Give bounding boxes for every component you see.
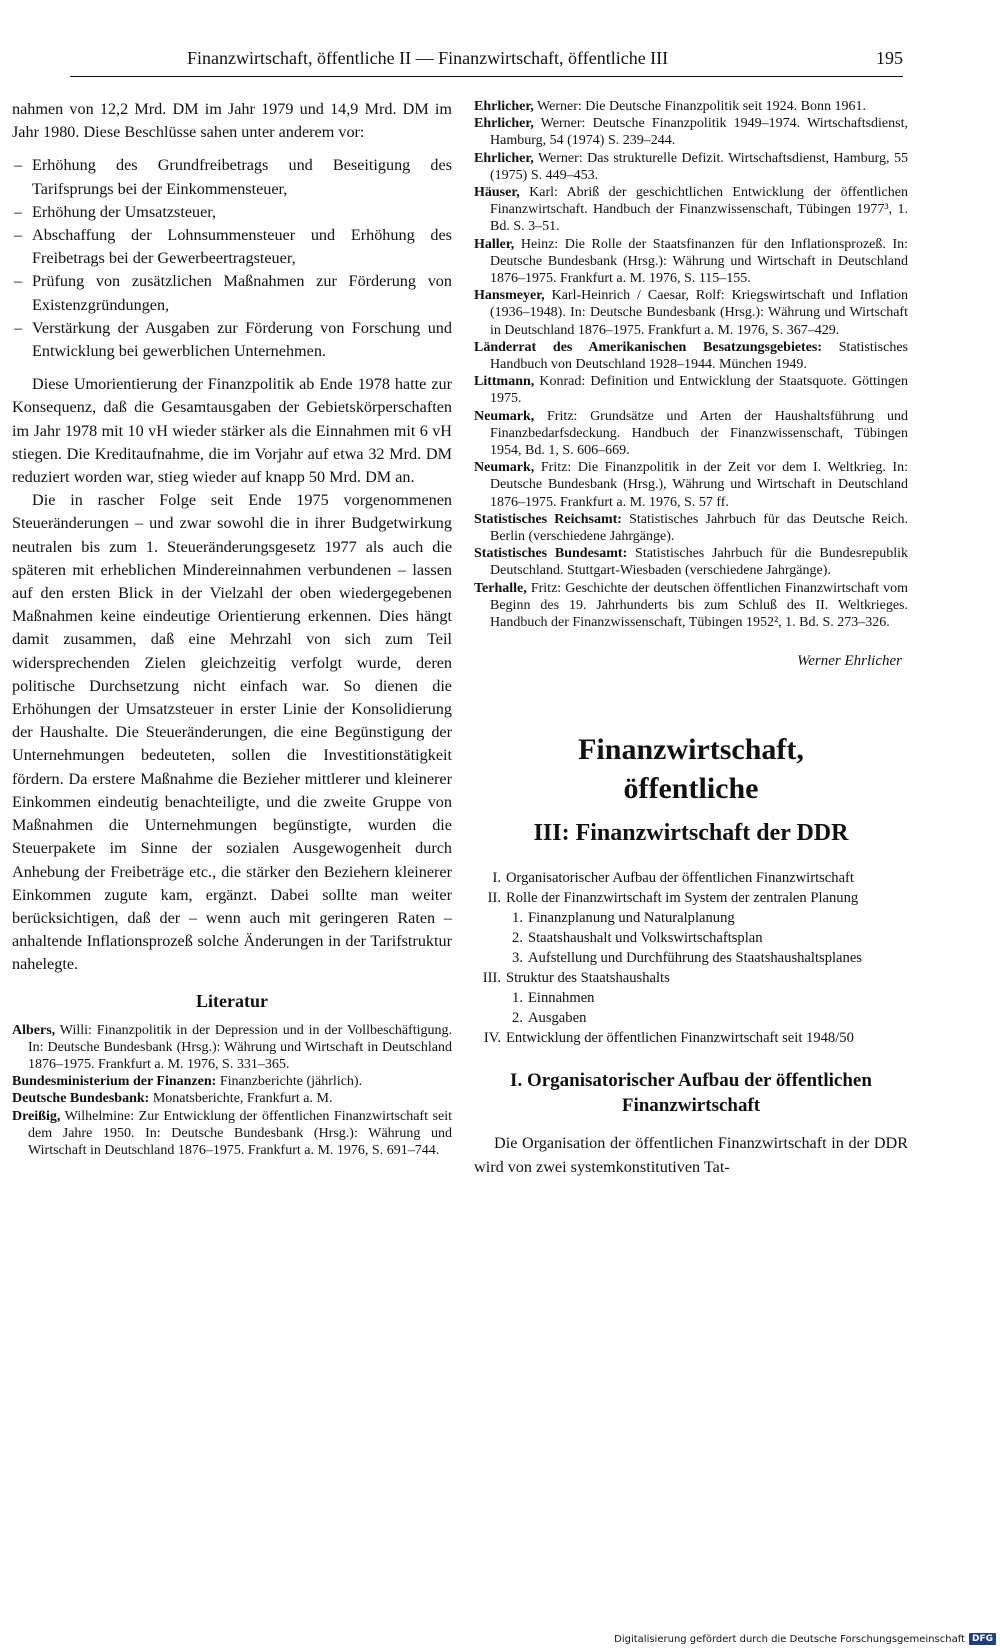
toc-label: Struktur des Staatshaushalts: [506, 970, 670, 987]
measures-list: [12, 154, 452, 363]
article-title-line: Finanzwirtschaft,: [578, 733, 804, 767]
reference-item: [474, 287, 908, 339]
reference-text: Willi: Finanzpolitik in der Depression und in der Vollbeschäftigung. In: Deutsche Bundesbank (Hrsg.): Währung und Wirtschaft in Deutschland 1876–1975. Frankfurt a. M. 1976, S. 331–365.: [28, 1022, 452, 1072]
reference-author: Ehrlicher,: [474, 99, 534, 114]
left-column: [12, 98, 452, 1159]
running-title: Finanzwirtschaft, öffentliche II — Finanzwirtschaft, öffentliche III: [187, 48, 669, 68]
reference-text: Finanzberichte (jährlich).: [216, 1074, 363, 1090]
toc-label: Aufstellung und Durchführung des Staatshaushaltsplanes: [528, 950, 862, 967]
list-item: – Abschaffung der Lohnsummensteuer und Erhöhung des Freibetrags bei der Gewerbeertragsteuer,: [12, 224, 452, 270]
toc-number: II.: [487, 890, 501, 907]
digitization-footer: [614, 1630, 1000, 1650]
reference-author: Hansmeyer,: [474, 288, 545, 304]
body-paragraph: Diese Umorientierung der Finanzpolitik ab Ende 1978 hatte zur Konsequenz, daß die Gesamtausgaben der Gebietskörperschaften im Jahr 1978 mit 10 vH wieder stärker als die Einnahmen mit 6 vH stiegen. Die Kreditaufnahme, die im Vorjahr auf etwa 32 Mrd. DM reduziert worden war, stieg wieder auf knapp 50 Mrd. DM an.: [12, 375, 452, 487]
toc-number: 1.: [512, 990, 523, 1007]
reference-item: [474, 511, 908, 545]
reference-text: Karl: Abriß der geschichtlichen Entwicklung der öffentlichen Finanzwirtschaft. Handbuch der Finanzwissenschaft, Tübingen 1977³, 1. Bd. S. 3–51.: [490, 185, 908, 235]
reference-text: Wilhelmine: Zur Entwicklung der öffentlichen Finanzwirtschaft seit dem Jahre 1950. In: Deutsche Bundesbank (Hrsg.): Währung und Wirtschaft in Deutschland 1876–1975. Frankfurt a. M. 1976, S. 691–744.: [28, 1108, 452, 1158]
reference-author: Neumark,: [474, 408, 535, 424]
reference-text: Heinz: Die Rolle der Staatsfinanzen für den Inflationsprozeß. In: Deutsche Bundesbank (Hrsg.): Währung und Wirtschaft in Deutschland 1876–1975. Frankfurt a. M. 1976, S. 115–155.: [490, 236, 908, 287]
reference-text: Statistisches Jahrbuch für die Bundesrepublik Deutschland. Stuttgart-Wiesbaden (verschiedene Jahrgänge).: [490, 546, 908, 579]
toc-label: Entwicklung der öffentlichen Finanzwirtschaft seit 1948/50: [506, 1030, 854, 1047]
reference-author: Bundesministerium der Finanzen:: [12, 1074, 217, 1090]
toc-number: I.: [492, 870, 501, 887]
reference-item: [12, 1073, 452, 1090]
reference-author: Ehrlicher,: [474, 150, 534, 166]
reference-item: [474, 115, 908, 149]
article-title: [474, 730, 908, 808]
reference-text: Statistisches Handbuch von Deutschland 1928–1944. München 1949.: [490, 339, 908, 373]
toc-number: 2.: [512, 1010, 523, 1027]
reference-item: [12, 1108, 452, 1160]
reference-text: Monatsberichte, Frankfurt a. M.: [149, 1091, 333, 1107]
toc-number: 3.: [512, 950, 523, 967]
footer-text: Digitalisierung gefördert durch die Deutsche Forschungsgemeinschaft: [614, 1633, 965, 1645]
reference-author: Statistisches Bundesamt:: [474, 546, 628, 562]
toc-entry: [474, 888, 908, 968]
reference-item: [474, 98, 908, 115]
toc-subentry: [506, 1008, 908, 1028]
reference-item: [474, 408, 908, 460]
reference-author: Albers,: [12, 1022, 56, 1038]
reference-author: Littmann,: [474, 374, 535, 390]
reference-text: Konrad: Definition und Entwicklung der Staatsquote. Göttingen 1975.: [490, 374, 908, 407]
list-item: – Prüfung von zusätzlichen Maßnahmen zur Förderung von Existenzgründungen,: [12, 270, 452, 316]
toc-label: Ausgaben: [528, 1010, 587, 1027]
reference-text: Fritz: Geschichte der deutschen öffentlichen Finanzwirtschaft vom Beginn des 19. Jahrhunderts bis zum Schluß des II. Weltkrieges. Handbuch der Finanzwissenschaft, Tübingen 1952², 1. Bd. S. 273–326.: [490, 580, 908, 631]
toc-entry: [474, 868, 908, 888]
author-signature: Werner Ehrlicher: [797, 653, 902, 670]
toc-label: Rolle der Finanzwirtschaft im System der zentralen Planung: [506, 890, 859, 907]
section-heading: I. Organisatorischer Aufbau der öffentlichen Finanzwirtschaft: [510, 1070, 872, 1117]
reference-item: [474, 236, 908, 288]
toc-sublist: [506, 908, 908, 968]
reference-list: [12, 1022, 452, 1160]
list-item: – Verstärkung der Ausgaben zur Förderung von Forschung und Entwicklung bei gewerblichen Unternehmen.: [12, 317, 452, 363]
reference-item: [474, 184, 908, 236]
toc-label: Staatshaushalt und Volkswirtschaftsplan: [528, 930, 763, 947]
toc-entry: [474, 1028, 908, 1048]
reference-text: Werner: Das strukturelle Defizit. Wirtschaftsdienst, Hamburg, 55 (1975) S. 449–453.: [490, 150, 908, 183]
reference-item: [474, 339, 908, 373]
right-column: [474, 98, 908, 1179]
reference-text: Werner: Die Deutsche Finanzpolitik seit 1924. Bonn 1961.: [533, 99, 866, 114]
article-title-line: öffentliche: [623, 772, 759, 806]
reference-author: Statistisches Reichsamt:: [474, 511, 622, 527]
reference-item: [474, 545, 908, 579]
reference-list: [474, 98, 908, 631]
list-item: – Erhöhung des Grundfreibetrags und Beseitigung des Tarifsprungs bei der Einkommensteuer,: [12, 154, 452, 200]
reference-author: Dreißig,: [12, 1108, 61, 1124]
toc-number: IV.: [483, 1030, 501, 1047]
toc-label: Einnahmen: [528, 990, 595, 1007]
reference-author: Terhalle,: [474, 580, 527, 596]
toc-number: 1.: [512, 910, 523, 927]
intro-paragraph: nahmen von 12,2 Mrd. DM im Jahr 1979 und 14,9 Mrd. DM im Jahr 1980. Diese Beschlüsse sahen unter anderem vor:: [12, 100, 452, 142]
toc-subentry: [506, 988, 908, 1008]
reference-item: [12, 1090, 452, 1107]
toc-label: Finanzplanung und Naturalplanung: [528, 910, 735, 927]
reference-item: [12, 1022, 452, 1074]
dfg-logo: DFG: [969, 1633, 996, 1645]
toc-label: Organisatorischer Aufbau der öffentlichen Finanzwirtschaft: [506, 870, 854, 887]
reference-item: [474, 150, 908, 184]
toc-entry: [474, 968, 908, 1028]
toc-subentry: [506, 928, 908, 948]
toc-subentry: [506, 908, 908, 928]
body-paragraph: Die Organisation der öffentlichen Finanzwirtschaft in der DDR wird von zwei systemkonstitutiven Tat-: [474, 1134, 908, 1176]
reference-author: Häuser,: [474, 185, 520, 201]
literature-heading: Literatur: [196, 990, 268, 1011]
reference-text: Fritz: Die Finanzpolitik in der Zeit vor dem I. Weltkrieg. In: Deutsche Bundesbank (Hrsg.), Währung und Wirtschaft in Deutschland 1876–1975. Frankfurt a. M. 1976, S. 57 ff.: [490, 460, 908, 510]
reference-author: Neumark,: [474, 460, 535, 476]
toc-number: III.: [482, 970, 501, 987]
page-number: 195: [876, 48, 903, 68]
reference-text: Fritz: Grundsätze und Arten der Haushaltsführung und Finanzbedarfsdeckung. Handbuch der Finanzwissenschaft, Tübingen 1954, Bd. 1, S. 606–669.: [490, 408, 908, 459]
reference-author: Haller,: [474, 236, 515, 252]
page-header: [70, 48, 903, 77]
table-of-contents: [474, 868, 908, 1048]
reference-text: Statistisches Jahrbuch für das Deutsche Reich. Berlin (verschiedene Jahrgänge).: [490, 511, 908, 545]
toc-subentry: [506, 948, 908, 968]
reference-item: [474, 459, 908, 511]
reference-author: Länderrat des Amerikanischen Besatzungsgebietes:: [474, 339, 823, 355]
reference-author: Ehrlicher,: [474, 116, 534, 132]
toc-sublist: [506, 988, 908, 1028]
list-item: – Erhöhung der Umsatzsteuer,: [12, 201, 452, 224]
reference-text: Karl-Heinrich / Caesar, Rolf: Kriegswirtschaft und Inflation (1936–1948). In: Deutsche Bundesbank (Hrsg.): Währung und Wirtschaft in Deutschland 1876–1975. Frankfurt a. M. 1976, S. 367–429.: [490, 288, 908, 338]
article-subtitle: III: Finanzwirtschaft der DDR: [533, 820, 849, 847]
reference-text: Werner: Deutsche Finanzpolitik 1949–1974. Wirtschaftsdienst, Hamburg, 54 (1974) S. 239–244.: [490, 116, 908, 149]
reference-author: Deutsche Bundesbank:: [12, 1091, 150, 1107]
reference-item: [474, 373, 908, 407]
body-paragraph: Die in rascher Folge seit Ende 1975 vorgenommenen Steueränderungen – und zwar sowohl die in ihrer Budgetwirkung neutralen bis zum 1. Steueränderungsgesetz 1977 als auch die späteren mit erheblichen Mindereinnahmen verbundenen – lassen auf den ersten Blick in der Vielzahl der oben wiedergegebenen Maßnahmen keine eindeutige Orientierung erkennen. Dies hängt damit zusammen, daß eine Mehrzahl von sich zum Teil widersprechenden Zielen gleichzeitig verfolgt wurde, deren politische Durchsetzung nicht einfach war. So dienen die Erhöhungen der Umsatzsteuer in erster Linie der Konsolidierung der Haushalte. Die Steueränderungen, die eine Begünstigung der Unternehmungen bedeuteten, sollen die Investitionstätigkeit fördern. Da erstere Maßnahme die Bezieher mittlerer und kleinerer Einkommen eindeutig benachteiligte, und die zweite Gruppe von Maßnahmen die Unternehmungen begünstigte, wurden die Steuerpakete im Sinne der sozialen Ausgewogenheit durch Anhebung der Freibeträge etc., die stärker den Beziehern kleinerer Einkommen zugute kam, ergänzt. Dabei sollte man weiter berücksichtigen, daß der – wenn auch mit geringeren Raten – anhaltende Inflationsprozeß solche Änderungen in der Tarifstruktur nahelegte.: [12, 491, 452, 974]
reference-item: [474, 580, 908, 632]
toc-number: 2.: [512, 930, 523, 947]
